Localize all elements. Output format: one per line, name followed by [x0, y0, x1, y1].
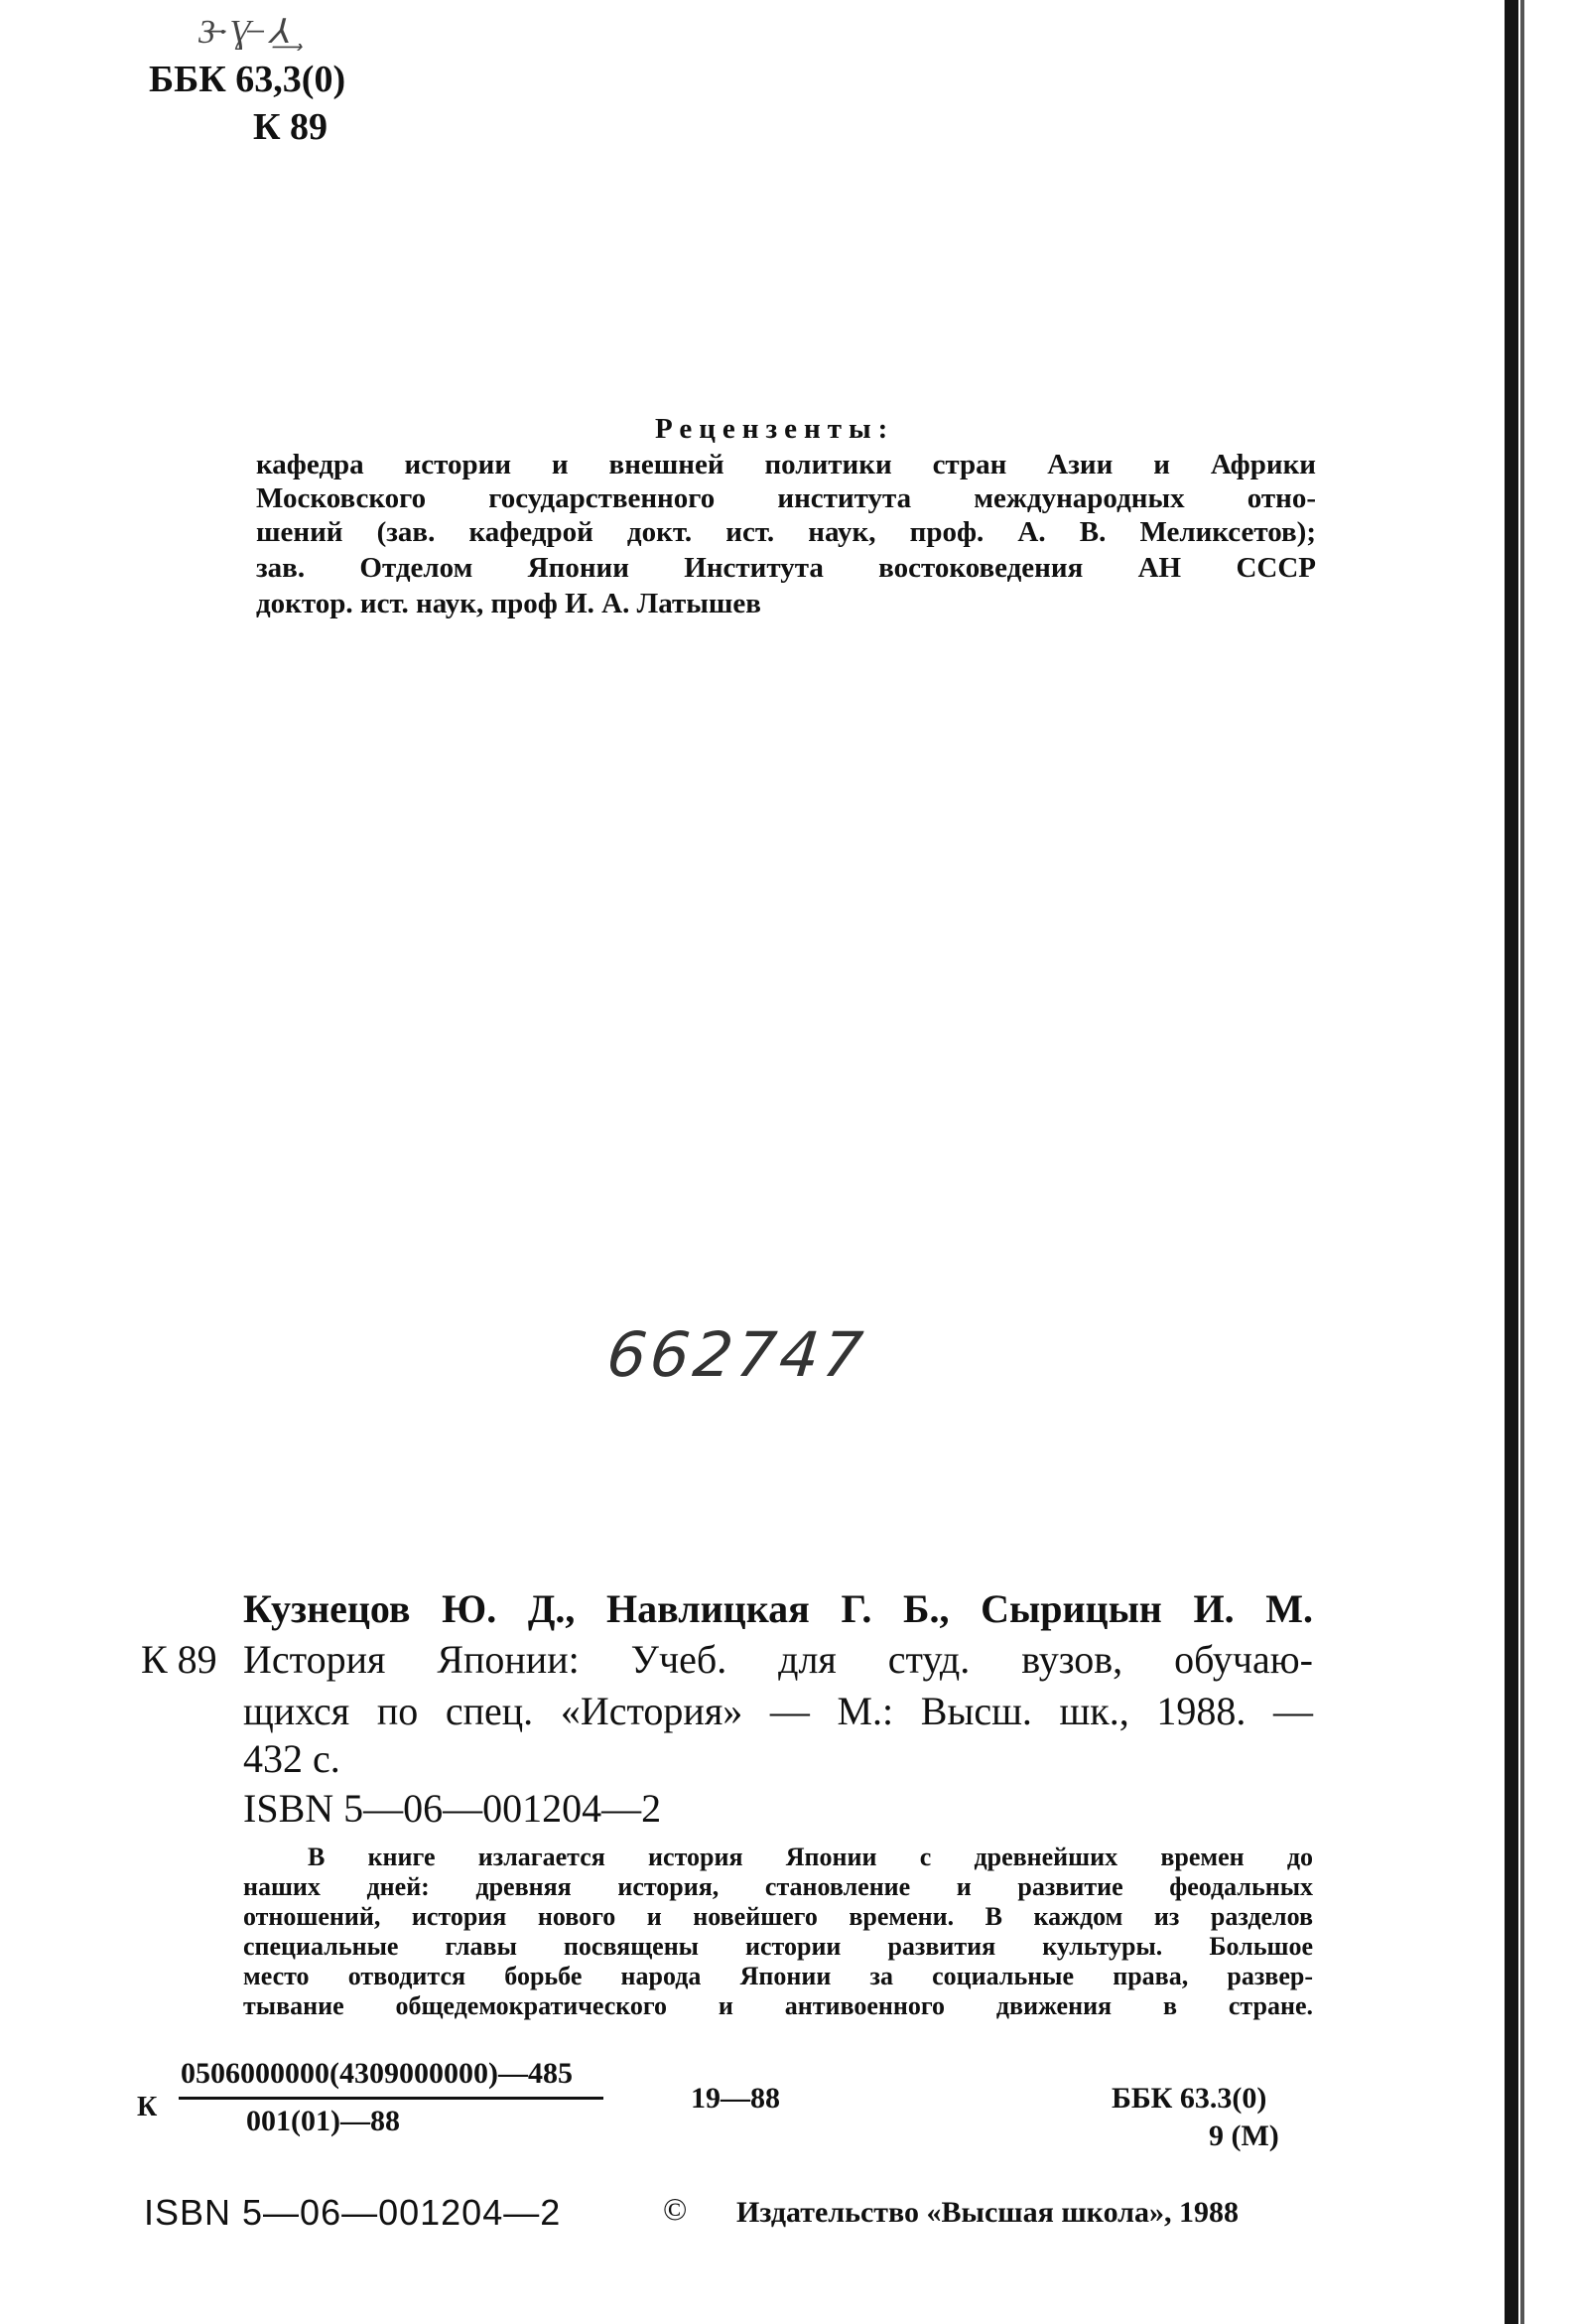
footer-isbn: ISBN 5—06—001204—2	[144, 2192, 562, 2233]
reviewers-line: Московского государственного института международных отно-	[256, 482, 1316, 514]
copyright-symbol: ©	[663, 2191, 688, 2227]
annotation-line: наших дней: древняя история, становление и развитие феодальных	[243, 1872, 1313, 1901]
publisher-line: Издательство «Высшая школа», 1988	[736, 2196, 1240, 2229]
fraction-rule	[179, 2097, 603, 2100]
catalog-isbn: ISBN 5—06—001204—2	[243, 1786, 662, 1831]
imprint-denominator: 001(01)—88	[246, 2105, 400, 2137]
annotation-line: тывание общедемократического и антивоенного движения в стране.	[243, 1991, 1313, 2020]
reviewers-line: шений (зав. кафедрой докт. ист. наук, проф. А. В. Меликсетов);	[256, 516, 1316, 548]
imprint-numerator: 0506000000(4309000000)—485	[181, 2057, 573, 2090]
catalog-line: История Японии: Учеб. для студ. вузов, обучаю-	[243, 1637, 1313, 1682]
author-mark-top: К 89	[253, 106, 328, 148]
handwritten-inventory-number: 662747	[603, 1318, 870, 1391]
catalog-line: щихся по спец. «История» — М.: Высш. шк., 1988. —	[243, 1689, 1313, 1733]
library-stamp: 3̶·Ɣ̶ ⅄͢	[198, 14, 292, 51]
annotation-line: место отводится борьбе народа Японии за социальные права, развер-	[243, 1962, 1313, 1990]
imprint-k: К	[137, 2092, 158, 2122]
annotation-line: отношений, история нового и новейшего времени. В каждом из разделов	[243, 1902, 1313, 1931]
imprint-series: 19—88	[691, 2082, 780, 2115]
bbk-code-top: ББК 63,3(0)	[149, 59, 346, 100]
catalog-line: 432 с.	[243, 1736, 340, 1781]
annotation-line: специальные главы посвящены истории развития культуры. Большое	[243, 1932, 1313, 1961]
author-mark: К 89	[141, 1637, 217, 1682]
annotation-line: В книге излагается история Японии с древнейших времен до	[308, 1843, 1313, 1871]
reviewers-line: доктор. ист. наук, проф И. А. Латышев	[256, 588, 761, 619]
binding-edge-shadow	[1520, 0, 1524, 2324]
authors-line: Кузнецов Ю. Д., Навлицкая Г. Б., Сырицын И. М.	[243, 1586, 1313, 1631]
binding-edge	[1505, 0, 1518, 2324]
reviewers-line: зав. Отделом Японии Института востоковедения АН СССР	[256, 552, 1316, 584]
reviewers-heading: Рецензенты:	[655, 413, 895, 445]
bbk-code-bottom: ББК 63.3(0)	[1112, 2082, 1267, 2115]
reviewers-line: кафедра истории и внешней политики стран Азии и Африки	[256, 449, 1316, 480]
imprint-code: 9 (М)	[1209, 2119, 1279, 2152]
